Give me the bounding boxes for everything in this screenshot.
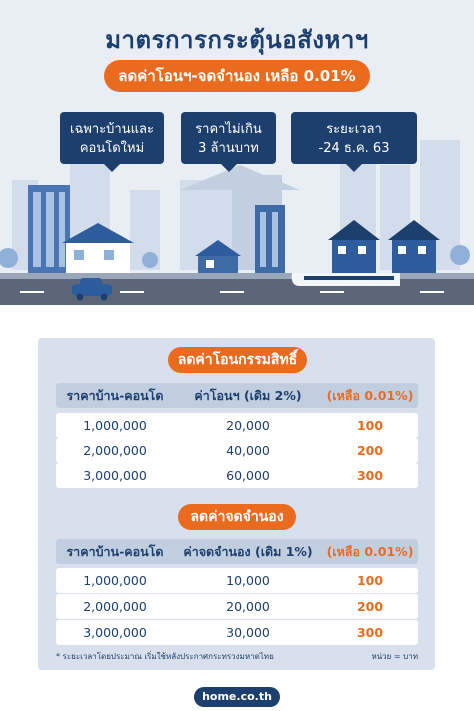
cell-remaining: 300	[356, 468, 384, 483]
cell-remaining: 100	[356, 418, 384, 433]
cell-price: 2,000,000	[83, 599, 147, 614]
tall-building	[28, 185, 70, 273]
cell-fee: 40,000	[226, 443, 270, 458]
callout-line: 3 ล้านบาท	[198, 141, 259, 156]
cell-price: 2,000,000	[83, 443, 147, 458]
cell-price: 3,000,000	[83, 468, 147, 483]
footnote: * ระยะเวลาโดยประมาณ เริ่มใช้หลังประกาศกระทรวงมหาดไทย	[56, 652, 274, 661]
train-icon	[292, 273, 400, 286]
table-row	[56, 568, 418, 593]
table-row	[56, 438, 418, 463]
header-remaining: (เหลือ 0.01%)	[326, 544, 414, 559]
table-row	[56, 620, 418, 645]
header-remaining: (เหลือ 0.01%)	[326, 388, 414, 403]
page-title: มาตรการกระตุ้นอสังหาฯ	[105, 26, 369, 54]
unit-note: หน่วย = บาท	[371, 652, 418, 661]
cell-price: 1,000,000	[83, 418, 147, 433]
mortgage-section-title: ลดค่าจดจำนอง	[178, 504, 296, 530]
header-fee: ค่าโอนฯ (เดิม 2%)	[194, 388, 302, 403]
city-illustration	[0, 0, 474, 315]
transfer-table-header	[56, 383, 418, 408]
cell-fee: 30,000	[226, 625, 270, 640]
cell-remaining: 200	[356, 599, 384, 614]
callout-line: ระยะเวลา	[326, 122, 382, 137]
subtitle-badge: ลดค่าโอนฯ-จดจำนอง เหลือ 0.01%	[104, 60, 370, 92]
cell-price: 3,000,000	[83, 625, 147, 640]
callout-line: เฉพาะบ้านและ	[70, 122, 154, 137]
cell-price: 1,000,000	[83, 573, 147, 588]
cell-remaining: 100	[356, 573, 384, 588]
header-price: ราคาบ้าน-คอนโด	[66, 544, 164, 559]
callout-line: คอนโดใหม่	[79, 141, 145, 156]
cell-remaining: 300	[356, 625, 384, 640]
callout-line: -24 ธ.ค. 63	[318, 141, 390, 156]
brand-badge: home.co.th	[194, 687, 280, 707]
mortgage-table-header	[56, 539, 418, 564]
cell-fee: 20,000	[226, 418, 270, 433]
cell-fee: 60,000	[226, 468, 270, 483]
header-fee: ค่าจดจำนอง (เดิม 1%)	[183, 544, 313, 559]
table-row	[56, 463, 418, 488]
callout-price-limit	[181, 112, 276, 164]
callout-line: ราคาไม่เกิน	[195, 122, 262, 137]
callout-scope	[60, 112, 164, 164]
transfer-section-title: ลดค่าโอนกรรมสิทธิ์	[168, 347, 307, 373]
header-price: ราคาบ้าน-คอนโด	[66, 388, 164, 403]
table-row	[56, 413, 418, 438]
callout-period	[291, 112, 417, 164]
tower-right	[255, 205, 285, 273]
table-row	[56, 594, 418, 619]
cell-fee: 20,000	[226, 599, 270, 614]
cell-fee: 10,000	[226, 573, 270, 588]
cell-remaining: 200	[356, 443, 384, 458]
